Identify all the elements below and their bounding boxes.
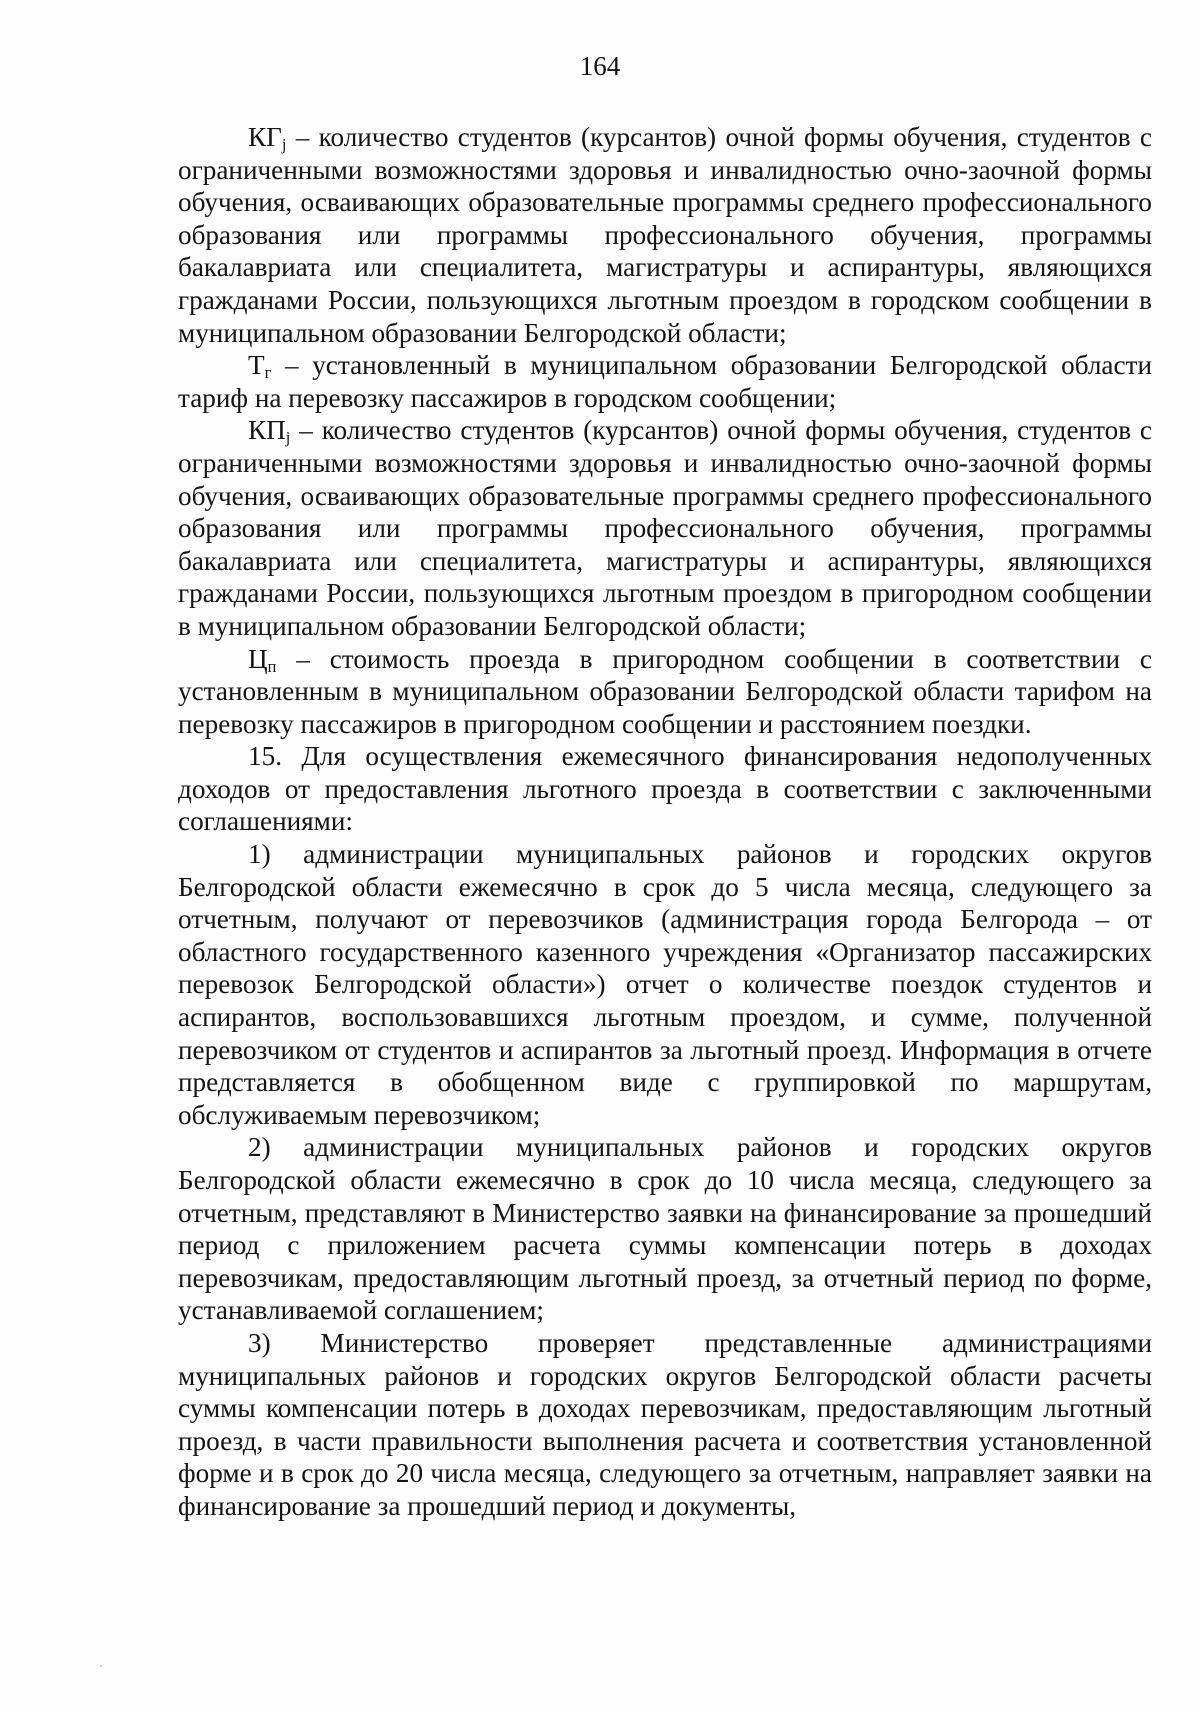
definition-kp-text: – количество студентов (курсантов) очной формы обучения, студентов с ограниченными возможностями здоровья и инвалидностью очно-заочной формы обучения, осваивающих образовательные программы среднего профессионального образования или программы профессионального обучения, программы бакалавриата или специалитета, магистратуры и аспирантуры, являющихся гражданами России, пользующихся льготным проездом в пригородном сообщении в муниципальном образовании Белгородской области; — [178, 415, 1152, 641]
clause-15: 15. Для осуществления ежемесячного финансирования недополученных доходов от предоставления льготного проезда в соответствии с заключенными соглашениями: — [178, 741, 1152, 837]
symbol-tsp-base: Ц — [248, 643, 268, 674]
symbol-kp-base: КП — [248, 415, 286, 446]
symbol-tg-subscript: г — [264, 363, 272, 383]
symbol-kg-base: КГ — [248, 122, 282, 152]
symbol-kp — [248, 415, 291, 448]
symbol-kg — [248, 122, 287, 155]
clause-15-item-2: 2) администрации муниципальных районов и городских округов Белгородской области ежемесячно в срок до 10 числа месяца, следующего за отчетным, представляют в Министерство заявки на финансирование за прошедший период с приложением расчета суммы компенсации потерь в доходах перевозчикам, предоставляющим льготный проезд, за отчетный период по форме, устанавливаемой соглашением; — [178, 1132, 1152, 1326]
page-number: 164 — [579, 51, 621, 81]
definition-kp — [178, 414, 1152, 642]
symbol-tg-base: Т — [248, 350, 265, 381]
clause-15-item-1: 1) администрации муниципальных районов и городских округов Белгородской области ежемесячно в срок до 5 числа месяца, следующего за отчетным, получают от перевозчиков (администрация города Белгорода – от областного государственного казенного учреждения «Организатор пассажирских перевозок Белгородской области») отчет о количестве поездок студентов и аспирантов, воспользовавшихся льготным проездом, и сумме, полученной перевозчиком от студентов и аспирантов за льготный проезд. Информация в отчете представляется в обобщенном виде с группировкой по маршрутам, обслуживаемым перевозчиком; — [178, 839, 1152, 1130]
symbol-tg — [248, 350, 272, 383]
symbol-tsp-subscript: п — [267, 656, 277, 676]
definition-kg — [178, 121, 1152, 349]
symbol-tsp — [248, 644, 276, 674]
definition-tsp-text: – стоимость проезда в пригородном сообщении в соответствии с установленным в муниципальном образовании Белгородской области тарифом на перевозку пассажиров в пригородном сообщении и расстоянием поездки. — [178, 643, 1152, 739]
symbol-kp-subscript: j — [285, 428, 291, 448]
scan-speck — [100, 1665, 102, 1667]
definition-tg — [178, 349, 1152, 414]
clause-15-item-3: 3) Министерство проверяет представленные администрациями муниципальных районов и городских округов Белгородской области расчеты суммы компенсации потерь в доходах перевозчикам, предоставляющим льготный проезд, в части правильности выполнения расчета и соответствия установленной форме и в срок до 20 числа месяца, следующего за отчетным, направляет заявки на финансирование за прошедший период и документы, — [178, 1327, 1152, 1521]
document-body — [178, 121, 1152, 1523]
definition-tsp — [178, 643, 1152, 741]
definition-kg-text: – количество студентов (курсантов) очной формы обучения, студентов с ограниченными возможностями здоровья и инвалидностью очно-заочной формы обучения, осваивающих образовательные программы среднего профессионального образования или программы профессионального обучения, программы бакалавриата или специалитета, магистратуры и аспирантуры, являющихся гражданами России, пользующихся льготным проездом в городском сообщении в муниципальном образовании Белгородской области; — [178, 122, 1152, 348]
definition-tg-text: – установленный в муниципальном образовании Белгородской области тариф на перевозку пассажиров в городском сообщении; — [178, 350, 1152, 413]
symbol-kg-subscript: j — [281, 135, 287, 155]
